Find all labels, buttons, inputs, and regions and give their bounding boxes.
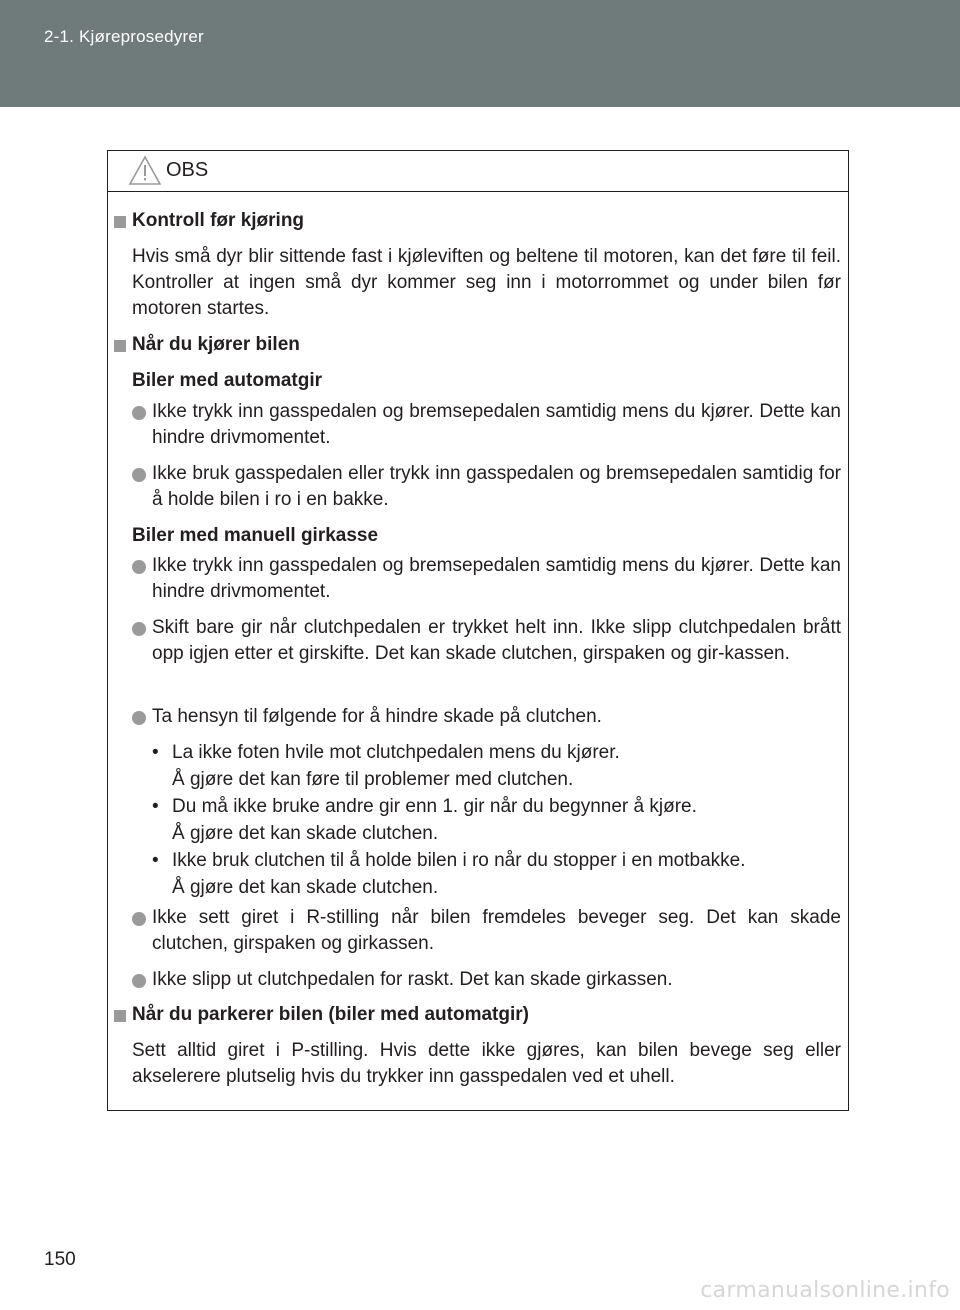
site-watermark: carmanualsonline.info <box>700 1278 950 1303</box>
clutch-item-line: Å gjøre det kan skade clutchen. <box>172 823 439 844</box>
subheading-manual: Biler med manuell girkasse <box>132 525 379 546</box>
clutch-item-line: La ikke foten hvile mot clutchpedalen mens du kjører. <box>172 742 620 763</box>
bullet-text: Ikke trykk inn gasspedalen og bremsepedalen samtidig mens du kjører. Dette kan hindre drivmomentet. <box>152 401 841 448</box>
page-number: 150 <box>44 1249 76 1270</box>
round-bullet-icon <box>132 468 146 482</box>
section-heading: Når du kjører bilen <box>132 334 300 355</box>
section-heading: Kontroll før kjøring <box>132 210 305 231</box>
bullet-text: Ikke trykk inn gasspedalen og bremsepedalen samtidig mens du kjører. Dette kan hindre drivmomentet. <box>152 555 841 602</box>
clutch-item-line: Å gjøre det kan skade clutchen. <box>172 877 439 898</box>
round-bullet-icon <box>132 622 146 636</box>
section-heading: Når du parkerer bilen (biler med automatgir) <box>132 1004 529 1025</box>
clutch-item-line: Å gjøre det kan føre til problemer med clutchen. <box>172 769 574 790</box>
bullet-text: Skift bare gir når clutchpedalen er trykket helt inn. Ikke slipp clutchpedalen brått opp igjen etter et girskifte. Det kan skade clutchen, girspaken og gir-kassen. <box>152 617 841 664</box>
round-bullet-icon <box>132 406 146 420</box>
bullet-text: Ikke slipp ut clutchpedalen for raskt. Det kan skade girkassen. <box>152 969 673 990</box>
subheading-automatic: Biler med automatgir <box>132 370 323 391</box>
warning-header <box>108 151 848 192</box>
bullet-text: Ikke bruk gasspedalen eller trykk inn gasspedalen og bremsepedalen samtidig for å holde bilen i ro i en bakke. <box>152 463 841 510</box>
section-paragraph: Sett alltid giret i P-stilling. Hvis dette ikke gjøres, kan bilen bevege seg eller akselerere plutselig hvis du trykker inn gasspedalen ved et uhell. <box>132 1040 841 1087</box>
bullet-text: Ta hensyn til følgende for å hindre skade på clutchen. <box>152 706 602 727</box>
round-bullet-icon <box>132 912 146 926</box>
clutch-item-line: Ikke bruk clutchen til å holde bilen i ro når du stopper i en motbakke. <box>172 850 746 871</box>
warning-triangle-icon <box>128 155 162 186</box>
small-bullet-icon: • <box>152 796 159 817</box>
bullet-text: Ikke sett giret i R-stilling når bilen fremdeles beveger seg. Det kan skade clutchen, girspaken og girkassen. <box>152 907 841 954</box>
section-paragraph: Hvis små dyr blir sittende fast i kjøleviften og beltene til motoren, kan det føre til feil. Kontroller at ingen små dyr kommer seg inn i motorrommet og under bilen før motoren startes. <box>132 246 841 319</box>
warning-title: OBS <box>166 159 209 181</box>
header-bar <box>0 0 960 107</box>
clutch-item-line: Du må ikke bruke andre gir enn 1. gir når du begynner å kjøre. <box>172 796 697 817</box>
square-bullet-icon <box>114 340 126 352</box>
round-bullet-icon <box>132 974 146 988</box>
round-bullet-icon <box>132 711 146 725</box>
square-bullet-icon <box>114 1010 126 1022</box>
warning-box <box>107 150 849 1111</box>
small-bullet-icon: • <box>152 850 159 871</box>
small-bullet-icon: • <box>152 742 159 763</box>
section-title: 2-1. Kjøreprosedyrer <box>44 27 204 46</box>
square-bullet-icon <box>114 216 126 228</box>
round-bullet-icon <box>132 560 146 574</box>
